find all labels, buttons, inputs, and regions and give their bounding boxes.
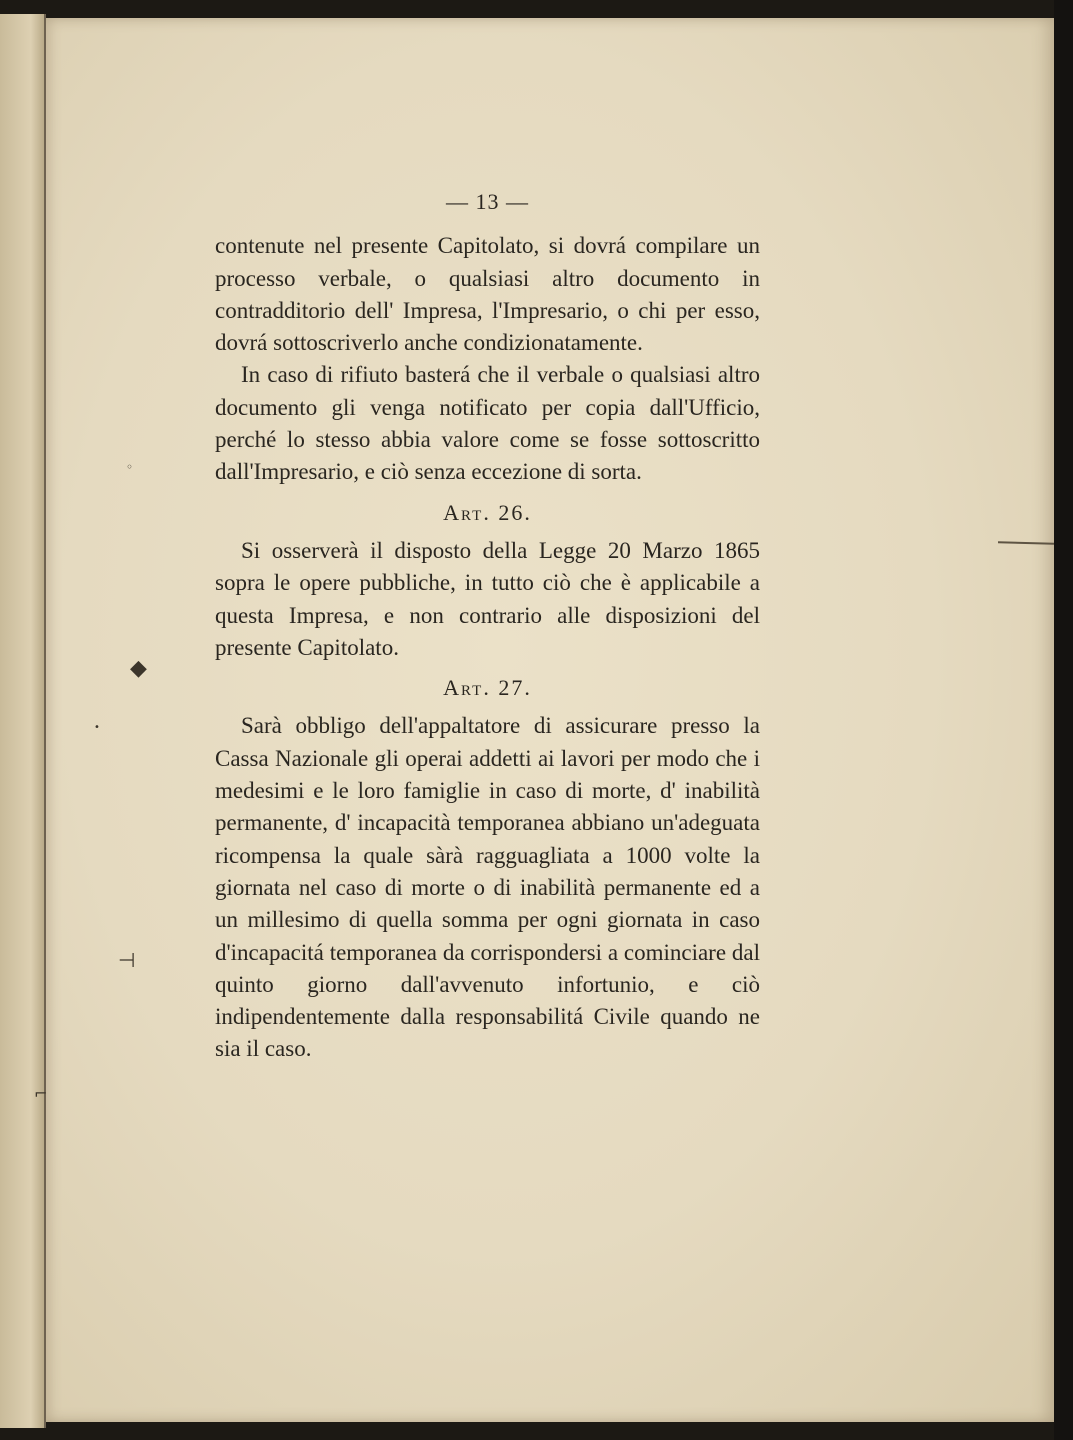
margin-ink-blot: ◆: [130, 656, 147, 681]
scan-background-edge: [1054, 0, 1073, 1440]
margin-speck: ◦: [126, 460, 134, 474]
paragraph: contenute nel presente Capitolato, si dovrá compilare un processo verbale, o qualsiasi altro documento in contradditorio dell' Impresa, l'Impresario, o chi per esso, dovrá sottoscriverlo anche condizionatamente.: [215, 233, 760, 356]
article-26-text: Si osserverà il disposto della Legge 20 Marzo 1865 sopra le opere pubbliche, in tutto ciò che è applicabile a questa Impresa, e non contrario alle disposizioni del presente Capitolato.: [215, 537, 760, 660]
margin-pencil-mark: ⌐: [34, 1084, 48, 1103]
paragraph: In caso di rifiuto basterá che il verbale o qualsiasi altro documento gli venga notificato per copia dall'Ufficio, perché lo stesso abbia valore come se fosse sottoscritto dall'Impresario, e ciò senza eccezione di sorta.: [215, 362, 760, 485]
margin-pencil-mark: ⊣: [118, 948, 136, 972]
margin-speck: •: [94, 722, 100, 733]
article-27-heading: Art. 27.: [443, 675, 532, 701]
article-26-heading: Art. 26.: [443, 499, 532, 525]
left-page-edge: [0, 14, 44, 1428]
article-27-text: Sarà obbligo dell'appaltatore di assicurare presso la Cassa Nazionale gli operai addetti ai lavori per modo che i medesimi e le loro famiglie in caso di morte, d' inabilità permanente, d' incapacità temporanea abbiano un'adeguata ricompensa la quale sàrà ragguagliata a 1000 volte la giornata nel caso di morte o di inabilità permanente ed a un millesimo di quella somma per ogni giornata in caso d'incapacitá temporanea da corrispondersi a cominciare dal quinto giorno dall'avvenuto infortunio, e ciò indipendentemente dalla responsabilitá Civile quando ne sia il caso.: [215, 713, 760, 1062]
page-number: — 13 —: [446, 189, 529, 214]
page-text: [215, 186, 760, 1066]
